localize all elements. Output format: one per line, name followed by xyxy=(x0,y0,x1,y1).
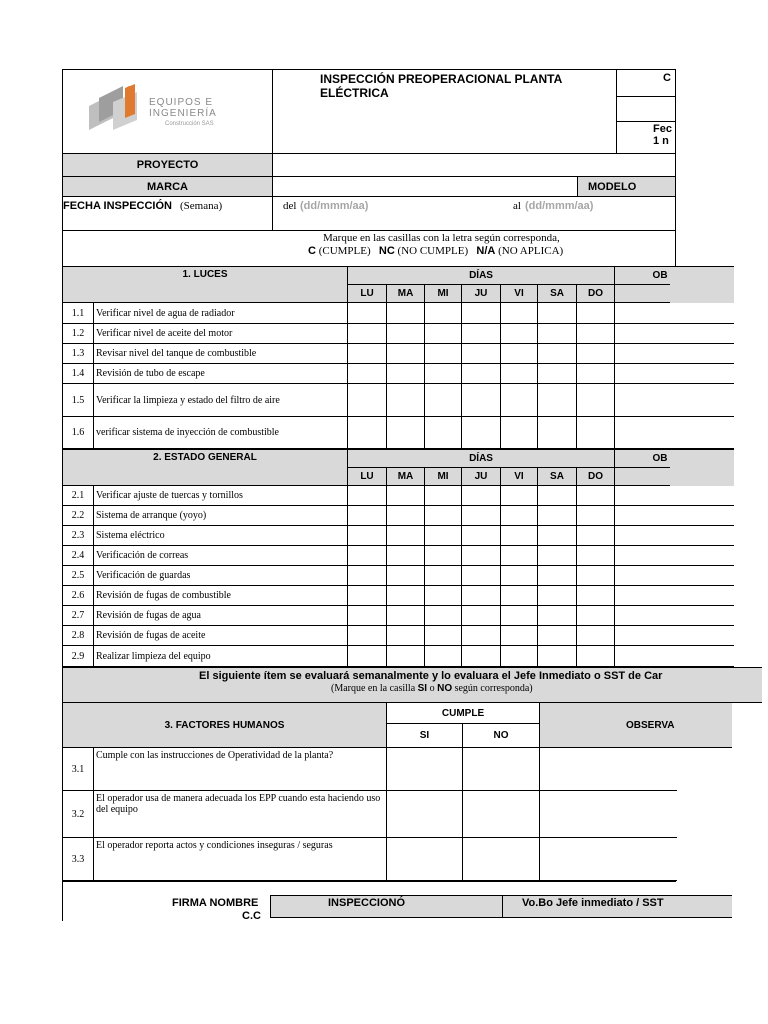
obs-cell[interactable] xyxy=(615,324,670,344)
note-pre: (Marque en la casilla xyxy=(331,683,416,694)
day-vi: VI xyxy=(501,468,538,486)
inspecciono-cell: INSPECCIONÓ xyxy=(270,895,503,918)
day-sa: SA xyxy=(538,285,577,303)
section2-obs-sub xyxy=(615,468,670,486)
observation-cell[interactable] xyxy=(540,791,677,838)
check-cell-do[interactable] xyxy=(577,364,615,384)
observation-cell[interactable] xyxy=(540,838,677,881)
obs-cell[interactable] xyxy=(615,566,670,586)
fecha-label: FECHA INSPECCIÓN xyxy=(63,200,172,212)
checklist-row xyxy=(63,566,734,586)
check-cell-lu[interactable] xyxy=(348,566,387,586)
date-to-input[interactable]: (dd/mmm/aa) xyxy=(525,200,594,212)
obs-cell-ext xyxy=(670,384,734,417)
check-cell-vi[interactable] xyxy=(501,417,538,449)
day-lu: LU xyxy=(348,468,387,486)
obs-cell-ext xyxy=(670,417,734,449)
obs-cell-ext xyxy=(670,586,734,606)
section1-obs-sub xyxy=(615,285,670,303)
note-mid: o xyxy=(429,683,435,694)
weekly-note-line1: El siguiente ítem se evaluará semanalmente y lo evaluara el Jefe Inmediato o SST de Car xyxy=(199,670,663,682)
code-cell xyxy=(616,69,676,97)
check-cell-vi[interactable] xyxy=(501,303,538,324)
section2-table xyxy=(62,449,734,667)
check-cell-sa[interactable] xyxy=(538,303,577,324)
check-cell-ma[interactable] xyxy=(387,526,425,546)
item-number: 2.2 xyxy=(63,506,94,526)
check-cell-sa[interactable] xyxy=(538,526,577,546)
section1-days-label: DÍAS xyxy=(348,267,615,285)
check-cell-mi[interactable] xyxy=(425,586,462,606)
check-cell-ju[interactable] xyxy=(462,303,501,324)
check-cell-do[interactable] xyxy=(577,626,615,646)
item-number: 2.7 xyxy=(63,606,94,626)
check-cell-mi[interactable] xyxy=(425,506,462,526)
check-cell-do[interactable] xyxy=(577,486,615,506)
factor-row xyxy=(63,791,677,838)
item-number: 2.8 xyxy=(63,626,94,646)
check-cell-mi[interactable] xyxy=(425,324,462,344)
check-cell-ma[interactable] xyxy=(387,486,425,506)
section1-title: 1. LUCES xyxy=(63,267,348,303)
check-cell-ju[interactable] xyxy=(462,626,501,646)
check-cell-vi[interactable] xyxy=(501,626,538,646)
check-cell-sa[interactable] xyxy=(538,384,577,417)
check-cell-do[interactable] xyxy=(577,646,615,667)
section3-observa-ext xyxy=(676,702,732,748)
marca-field[interactable] xyxy=(272,176,578,197)
note-no: NO xyxy=(437,683,453,694)
doc-code: C xyxy=(663,72,671,84)
logo-cell xyxy=(62,69,273,154)
legend-nc-text: (NO CUMPLE) xyxy=(397,245,469,257)
check-cell-mi[interactable] xyxy=(425,303,462,324)
item-number: 2.1 xyxy=(63,486,94,506)
item-text: Revisar nivel del tanque de combustible xyxy=(94,344,348,364)
section1-obs xyxy=(615,267,670,285)
obs-cell-ext xyxy=(670,606,734,626)
obs-cell-ext xyxy=(670,566,734,586)
obs-cell[interactable] xyxy=(615,506,670,526)
signature-top-line xyxy=(62,881,676,882)
checklist-row xyxy=(63,626,734,646)
legend-cell xyxy=(62,230,676,267)
checklist-row xyxy=(63,606,734,626)
firma-label: FIRMA NOMBRE xyxy=(172,897,259,909)
section3-observa-label: OBSERVA xyxy=(625,719,675,731)
check-cell-vi[interactable] xyxy=(501,324,538,344)
check-cell-vi[interactable] xyxy=(501,606,538,626)
section2-days-label: DÍAS xyxy=(348,450,615,468)
no-cell[interactable] xyxy=(463,748,540,791)
weekly-note xyxy=(62,667,762,703)
item-text: Realizar limpieza del equipo xyxy=(94,646,348,667)
fecha-label-cell xyxy=(62,196,273,231)
check-cell-vi[interactable] xyxy=(501,506,538,526)
check-cell-sa[interactable] xyxy=(538,486,577,506)
check-cell-lu[interactable] xyxy=(348,344,387,364)
section1-body xyxy=(63,303,734,449)
obs-cell-ext xyxy=(670,303,734,324)
obs-cell-ext xyxy=(670,546,734,566)
fecha-semana: (Semana) xyxy=(180,200,223,212)
obs-cell[interactable] xyxy=(615,546,670,566)
checklist-row xyxy=(63,546,734,566)
check-cell-ju[interactable] xyxy=(462,486,501,506)
item-number: 2.3 xyxy=(63,526,94,546)
cc-label: C.C xyxy=(242,910,261,920)
check-cell-vi[interactable] xyxy=(501,344,538,364)
check-cell-ma[interactable] xyxy=(387,324,425,344)
legend-c: C xyxy=(308,245,316,257)
day-do: DO xyxy=(577,468,615,486)
marca-label: MARCA xyxy=(62,176,273,197)
section1-obs-ext xyxy=(670,267,734,303)
check-cell-ju[interactable] xyxy=(462,417,501,449)
item-number: 1.4 xyxy=(63,364,94,384)
si-cell[interactable] xyxy=(387,791,463,838)
obs-cell-ext xyxy=(670,646,734,667)
item-number: 2.4 xyxy=(63,546,94,566)
check-cell-sa[interactable] xyxy=(538,546,577,566)
check-cell-ma[interactable] xyxy=(387,646,425,667)
check-cell-lu[interactable] xyxy=(348,384,387,417)
obs-cell-ext xyxy=(670,324,734,344)
section1-obs-label: OB xyxy=(652,270,668,281)
item-text: Sistema de arranque (yoyo) xyxy=(94,506,348,526)
check-cell-ma[interactable] xyxy=(387,384,425,417)
logo-line1: EQUIPOS E xyxy=(149,97,214,108)
check-cell-do[interactable] xyxy=(577,344,615,364)
check-cell-lu[interactable] xyxy=(348,626,387,646)
logo-sub: Construcción SAS xyxy=(165,121,214,127)
date-from-input[interactable]: (dd/mmm/aa) xyxy=(300,200,369,212)
check-cell-sa[interactable] xyxy=(538,626,577,646)
legend-nc: NC xyxy=(378,245,395,257)
check-cell-sa[interactable] xyxy=(538,506,577,526)
section3-body xyxy=(63,748,677,881)
day-ju: JU xyxy=(462,468,501,486)
factor-row xyxy=(63,748,677,791)
day-lu: LU xyxy=(348,285,387,303)
check-cell-ju[interactable] xyxy=(462,606,501,626)
obs-cell[interactable] xyxy=(615,344,670,364)
section2-title: 2. ESTADO GENERAL xyxy=(63,450,348,486)
doc-version: 1 n xyxy=(653,135,669,147)
section2-obs-label: OB xyxy=(652,453,668,464)
check-cell-ju[interactable] xyxy=(462,526,501,546)
check-cell-ju[interactable] xyxy=(462,364,501,384)
check-cell-sa[interactable] xyxy=(538,344,577,364)
section3-cumple: CUMPLE xyxy=(387,703,540,724)
section2-body xyxy=(63,486,734,667)
date-cell xyxy=(616,121,676,154)
check-cell-ju[interactable] xyxy=(462,646,501,667)
check-cell-lu[interactable] xyxy=(348,364,387,384)
si-cell[interactable] xyxy=(387,748,463,791)
doc-fecha: Fec xyxy=(653,123,672,135)
proyecto-field[interactable] xyxy=(272,153,676,177)
day-sa: SA xyxy=(538,468,577,486)
section1-table xyxy=(62,266,734,449)
check-cell-ma[interactable] xyxy=(387,303,425,324)
check-cell-lu[interactable] xyxy=(348,506,387,526)
check-cell-do[interactable] xyxy=(577,566,615,586)
item-number: 1.2 xyxy=(63,324,94,344)
day-ma: MA xyxy=(387,285,425,303)
obs-cell-ext xyxy=(670,626,734,646)
check-cell-lu[interactable] xyxy=(348,303,387,324)
obs-cell[interactable] xyxy=(615,586,670,606)
del-label: del xyxy=(283,200,297,212)
check-cell-mi[interactable] xyxy=(425,384,462,417)
checklist-row xyxy=(63,526,734,546)
day-vi: VI xyxy=(501,285,538,303)
check-cell-sa[interactable] xyxy=(538,364,577,384)
item-text: Verificar la limpieza y estado del filtro de aire xyxy=(94,384,348,417)
title-cell xyxy=(272,69,617,154)
check-cell-do[interactable] xyxy=(577,303,615,324)
check-cell-mi[interactable] xyxy=(425,526,462,546)
item-number: 3.2 xyxy=(63,791,94,838)
checklist-row xyxy=(63,646,734,667)
check-cell-ma[interactable] xyxy=(387,626,425,646)
legend-c-text: (CUMPLE) xyxy=(318,245,371,257)
item-number: 2.5 xyxy=(63,566,94,586)
section3-title: 3. FACTORES HUMANOS xyxy=(63,703,387,748)
obs-cell[interactable] xyxy=(615,364,670,384)
obs-cell[interactable] xyxy=(615,384,670,417)
item-text: verificar sistema de inyección de combustible xyxy=(94,417,348,449)
company-logo-icon xyxy=(85,84,147,136)
obs-cell[interactable] xyxy=(615,626,670,646)
checklist-row xyxy=(63,506,734,526)
check-cell-mi[interactable] xyxy=(425,566,462,586)
day-ju: JU xyxy=(462,285,501,303)
al-label: al xyxy=(513,200,521,212)
checklist-row xyxy=(63,586,734,606)
check-cell-vi[interactable] xyxy=(501,546,538,566)
si-cell[interactable] xyxy=(387,838,463,881)
page-title: INSPECCIÓN PREOPERACIONAL PLANTA ELÉCTRICA xyxy=(320,72,562,100)
check-cell-lu[interactable] xyxy=(348,606,387,626)
check-cell-sa[interactable] xyxy=(538,586,577,606)
obs-cell[interactable] xyxy=(615,486,670,506)
modelo-label: MODELO xyxy=(577,176,676,197)
section2-obs xyxy=(615,450,670,468)
checklist-row xyxy=(63,324,734,344)
item-number: 1.1 xyxy=(63,303,94,324)
check-cell-ma[interactable] xyxy=(387,546,425,566)
check-cell-mi[interactable] xyxy=(425,364,462,384)
check-cell-sa[interactable] xyxy=(538,417,577,449)
check-cell-sa[interactable] xyxy=(538,606,577,626)
check-cell-do[interactable] xyxy=(577,526,615,546)
check-cell-ma[interactable] xyxy=(387,344,425,364)
legend-line2 xyxy=(308,245,563,257)
check-cell-mi[interactable] xyxy=(425,486,462,506)
item-text: Revisión de fugas de agua xyxy=(94,606,348,626)
check-cell-ju[interactable] xyxy=(462,586,501,606)
proyecto-label: PROYECTO xyxy=(62,153,273,177)
obs-cell[interactable] xyxy=(615,526,670,546)
check-cell-lu[interactable] xyxy=(348,586,387,606)
item-text: Verificación de guardas xyxy=(94,566,348,586)
check-cell-ju[interactable] xyxy=(462,546,501,566)
item-text: Verificar nivel de aceite del motor xyxy=(94,324,348,344)
check-cell-ju[interactable] xyxy=(462,344,501,364)
check-cell-vi[interactable] xyxy=(501,586,538,606)
check-cell-vi[interactable] xyxy=(501,526,538,546)
check-cell-lu[interactable] xyxy=(348,417,387,449)
item-text: Cumple con las instrucciones de Operatividad de la planta? xyxy=(94,748,387,791)
legend-na: N/A xyxy=(476,245,496,257)
day-mi: MI xyxy=(425,285,462,303)
check-cell-mi[interactable] xyxy=(425,646,462,667)
check-cell-ma[interactable] xyxy=(387,364,425,384)
item-number: 3.3 xyxy=(63,838,94,881)
checklist-row xyxy=(63,364,734,384)
item-text: El operador usa de manera adecuada los EPP cuando esta haciendo uso del equipo xyxy=(94,791,387,838)
factor-row xyxy=(63,838,677,881)
item-number: 2.9 xyxy=(63,646,94,667)
legend-na-text: (NO APLICA) xyxy=(498,245,564,257)
section3-observa xyxy=(540,703,677,748)
check-cell-mi[interactable] xyxy=(425,417,462,449)
obs-cell-ext xyxy=(670,364,734,384)
check-cell-ju[interactable] xyxy=(462,384,501,417)
checklist-row xyxy=(63,384,734,417)
section2-obs-ext xyxy=(670,450,734,486)
item-number: 1.5 xyxy=(63,384,94,417)
note-post: según corresponda) xyxy=(454,683,533,694)
checklist-row xyxy=(63,486,734,506)
obs-cell[interactable] xyxy=(615,606,670,626)
no-cell[interactable] xyxy=(463,838,540,881)
item-text: Revisión de tubo de escape xyxy=(94,364,348,384)
check-cell-mi[interactable] xyxy=(425,626,462,646)
item-number: 2.6 xyxy=(63,586,94,606)
obs-cell-ext xyxy=(670,344,734,364)
check-cell-ma[interactable] xyxy=(387,606,425,626)
logo-line2: INGENIERÍA xyxy=(149,108,217,119)
section3-no: NO xyxy=(463,724,540,748)
obs-cell-ext xyxy=(670,486,734,506)
check-cell-vi[interactable] xyxy=(501,364,538,384)
check-cell-mi[interactable] xyxy=(425,546,462,566)
obs-cell[interactable] xyxy=(615,646,670,667)
item-text: El operador reporta actos y condiciones inseguras / seguras xyxy=(94,838,387,881)
version-cell xyxy=(616,96,676,122)
item-text: Verificación de correas xyxy=(94,546,348,566)
legend-line1: Marque en las casillas con la letra según corresponda, xyxy=(323,232,560,244)
check-cell-lu[interactable] xyxy=(348,546,387,566)
day-ma: MA xyxy=(387,468,425,486)
check-cell-do[interactable] xyxy=(577,506,615,526)
check-cell-mi[interactable] xyxy=(425,344,462,364)
check-cell-do[interactable] xyxy=(577,417,615,449)
obs-cell[interactable] xyxy=(615,417,670,449)
vobo-cell: Vo.Bo Jefe inmediato / SST xyxy=(502,895,732,918)
checklist-row xyxy=(63,344,734,364)
check-cell-do[interactable] xyxy=(577,324,615,344)
check-cell-lu[interactable] xyxy=(348,646,387,667)
check-cell-vi[interactable] xyxy=(501,646,538,667)
item-number: 1.6 xyxy=(63,417,94,449)
section3-si: SI xyxy=(387,724,463,748)
check-cell-ju[interactable] xyxy=(462,566,501,586)
no-cell[interactable] xyxy=(463,791,540,838)
check-cell-vi[interactable] xyxy=(501,384,538,417)
item-number: 3.1 xyxy=(63,748,94,791)
check-cell-lu[interactable] xyxy=(348,526,387,546)
check-cell-vi[interactable] xyxy=(501,486,538,506)
obs-cell-ext xyxy=(670,506,734,526)
check-cell-ju[interactable] xyxy=(462,506,501,526)
check-cell-ma[interactable] xyxy=(387,417,425,449)
signature-area xyxy=(62,881,63,921)
item-text: Revisión de fugas de combustible xyxy=(94,586,348,606)
observation-cell[interactable] xyxy=(540,748,677,791)
check-cell-ma[interactable] xyxy=(387,506,425,526)
item-text: Verificar nivel de agua de radiador xyxy=(94,303,348,324)
section3-table xyxy=(62,702,677,881)
check-cell-ju[interactable] xyxy=(462,324,501,344)
obs-cell-ext xyxy=(670,526,734,546)
check-cell-sa[interactable] xyxy=(538,324,577,344)
check-cell-lu[interactable] xyxy=(348,324,387,344)
note-si: SI xyxy=(417,683,428,694)
day-do: DO xyxy=(577,285,615,303)
checklist-row xyxy=(63,417,734,449)
day-mi: MI xyxy=(425,468,462,486)
item-text: Sistema eléctrico xyxy=(94,526,348,546)
weekly-note-line2 xyxy=(331,683,533,694)
check-cell-do[interactable] xyxy=(577,384,615,417)
item-text: Verificar ajuste de tuercas y tornillos xyxy=(94,486,348,506)
check-cell-do[interactable] xyxy=(577,546,615,566)
check-cell-do[interactable] xyxy=(577,606,615,626)
check-cell-sa[interactable] xyxy=(538,646,577,667)
check-cell-ma[interactable] xyxy=(387,586,425,606)
item-text: Revisión de fugas de aceite xyxy=(94,626,348,646)
obs-cell[interactable] xyxy=(615,303,670,324)
fecha-range-cell xyxy=(272,196,676,231)
check-cell-do[interactable] xyxy=(577,586,615,606)
checklist-row xyxy=(63,303,734,324)
check-cell-ma[interactable] xyxy=(387,566,425,586)
check-cell-vi[interactable] xyxy=(501,566,538,586)
check-cell-lu[interactable] xyxy=(348,486,387,506)
check-cell-sa[interactable] xyxy=(538,566,577,586)
item-number: 1.3 xyxy=(63,344,94,364)
check-cell-mi[interactable] xyxy=(425,606,462,626)
